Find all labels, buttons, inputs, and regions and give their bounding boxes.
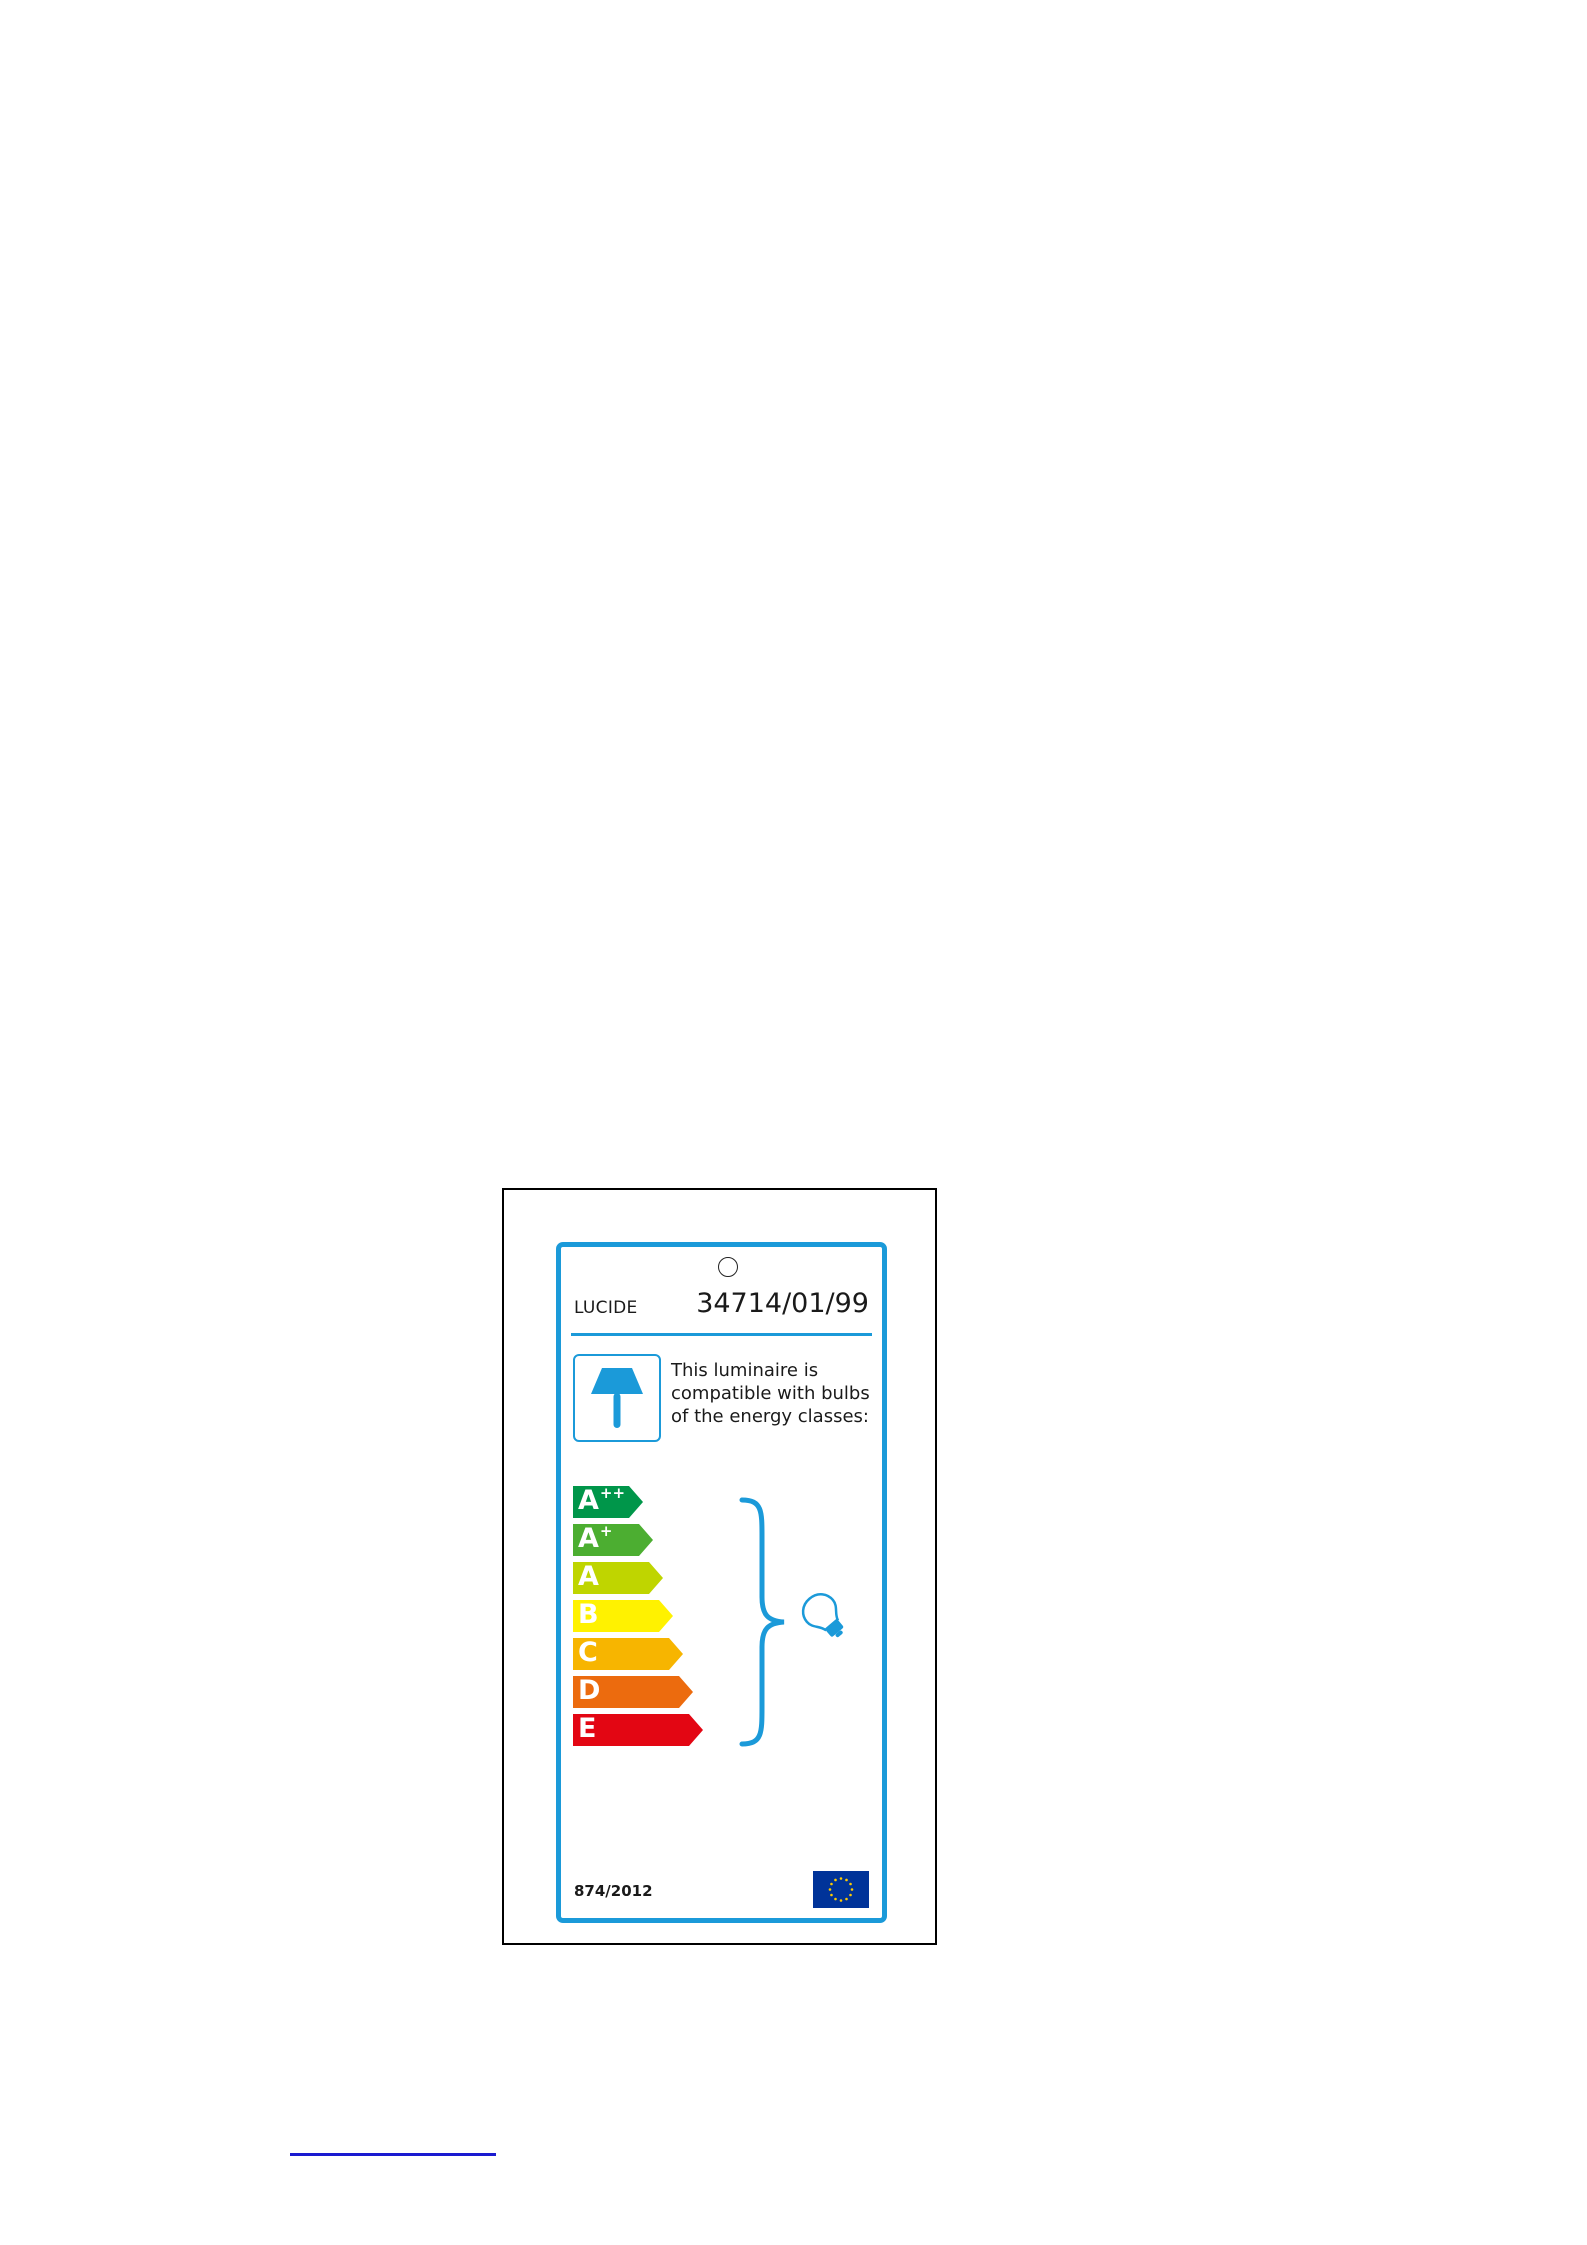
class-letter: D xyxy=(578,1675,601,1706)
eu-star xyxy=(840,1899,843,1902)
regulation-number: 874/2012 xyxy=(574,1882,653,1900)
header-divider xyxy=(571,1333,872,1336)
eu-star xyxy=(829,1888,832,1891)
ceiling-lamp-icon xyxy=(573,1354,661,1442)
eu-star xyxy=(840,1877,843,1880)
eu-star xyxy=(830,1883,833,1886)
class-letter: E xyxy=(578,1713,597,1744)
light-bulb-icon xyxy=(797,1589,853,1649)
class-superscript: ++ xyxy=(599,1484,626,1502)
compatibility-line: compatible with bulbs xyxy=(671,1383,870,1404)
class-letter: B xyxy=(578,1599,599,1630)
eu-star xyxy=(849,1883,852,1886)
brand-name: LUCIDE xyxy=(574,1298,638,1318)
footer-link-underline[interactable] xyxy=(290,2153,496,2156)
eu-star xyxy=(834,1879,837,1882)
class-letter: A xyxy=(578,1523,599,1554)
eu-star xyxy=(830,1894,833,1897)
curly-brace-icon xyxy=(738,1497,788,1751)
eu-star xyxy=(845,1898,848,1901)
eu-star xyxy=(834,1898,837,1901)
compatibility-line: This luminaire is xyxy=(671,1360,819,1381)
compatibility-line: of the energy classes: xyxy=(671,1406,869,1427)
class-letter: A xyxy=(578,1485,599,1516)
class-letter: C xyxy=(578,1637,598,1668)
energy-label xyxy=(556,1242,887,1923)
class-superscript: + xyxy=(599,1522,613,1540)
compatibility-text xyxy=(671,1359,870,1428)
class-letter: A xyxy=(578,1561,599,1592)
eu-star xyxy=(849,1894,852,1897)
eu-star xyxy=(845,1879,848,1882)
eu-flag-icon xyxy=(813,1871,869,1908)
eu-star xyxy=(851,1888,854,1891)
hang-hole xyxy=(718,1257,738,1277)
model-number: 34714/01/99 xyxy=(696,1288,869,1319)
